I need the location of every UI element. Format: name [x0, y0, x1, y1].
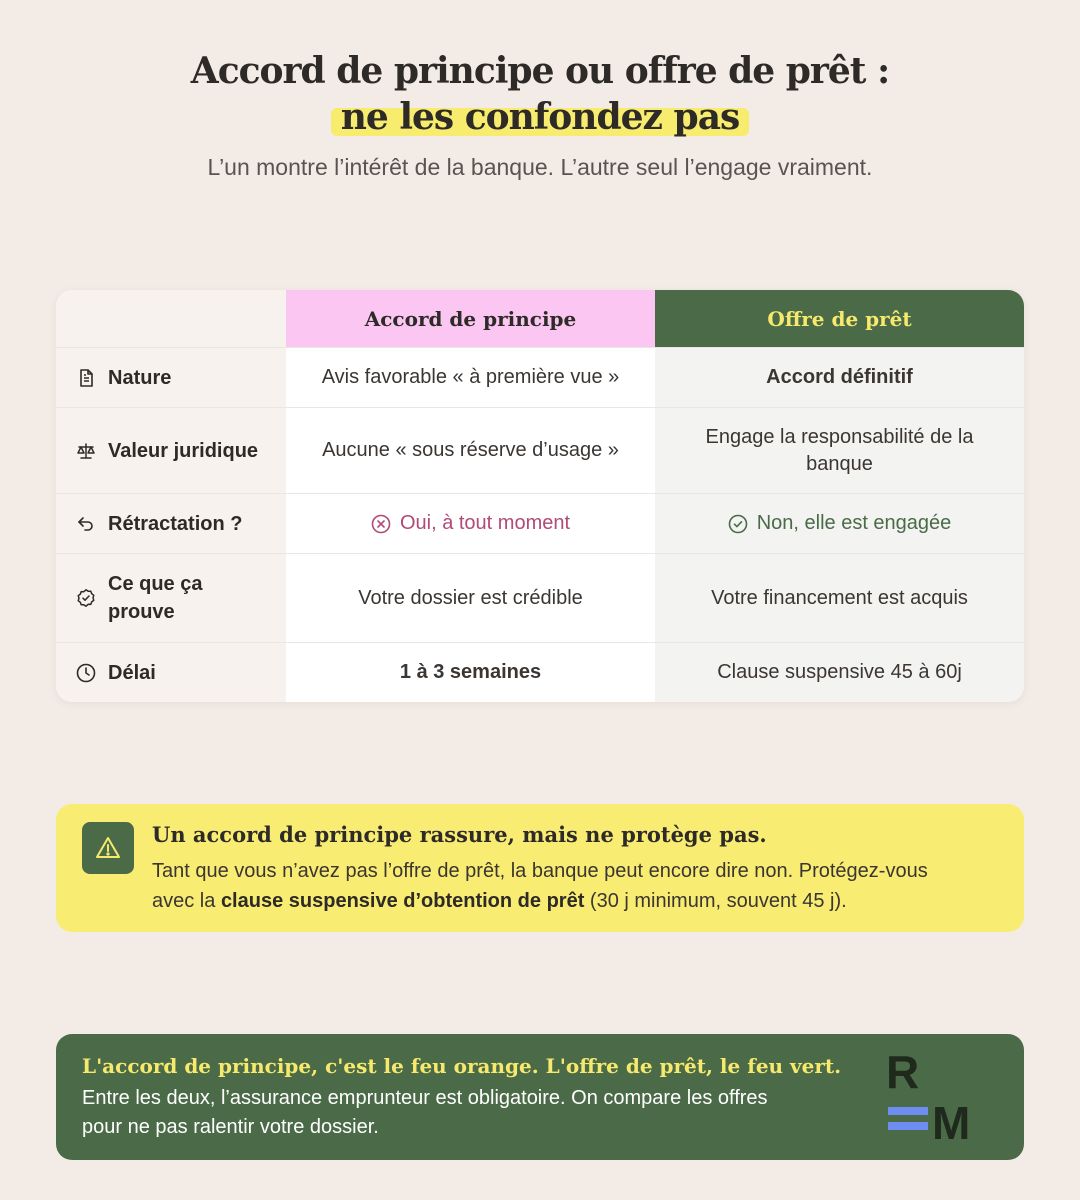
- clock-icon: [76, 663, 96, 683]
- undo-arrow-icon: [76, 514, 96, 534]
- footer-callout: [56, 1034, 1024, 1160]
- document-icon: [76, 368, 96, 388]
- x-circle-icon: [371, 514, 391, 534]
- footer-text: Entre les deux, l’assurance emprunteur est obligatoire. On compare les offres pour ne pas ralentir votre dossier.: [82, 1087, 768, 1138]
- title-block: [0, 50, 1080, 142]
- cell-offre: Clause suspensive 45 à 60j: [717, 661, 962, 683]
- warning-callout: [56, 804, 1024, 932]
- scale-icon: [76, 441, 96, 461]
- cell-accord: 1 à 3 semaines: [399, 661, 542, 683]
- row-label: Valeur juridique: [56, 408, 286, 493]
- table-row-retractation: [56, 493, 1024, 553]
- verified-badge-icon: [76, 588, 96, 608]
- cell-offre: Votre financement est acquis: [711, 586, 968, 609]
- row-label: Nature: [56, 348, 286, 407]
- table-row-ce-que-ca-prouve: [56, 553, 1024, 642]
- cell-offre: Engage la responsabilité de la banque: [705, 425, 974, 475]
- brand-logo: [886, 1050, 980, 1142]
- warning-text: Tant que vous n’avez pas l’offre de prêt, la banque peut encore dire non. Protégez-vous avec la clause suspensive d’obtention de prêt (30 j minimum, souvent 45 j).: [152, 860, 928, 912]
- row-label: Délai: [56, 643, 286, 702]
- page-title-highlight: ne les confondez pas: [331, 96, 750, 138]
- warning-title: Un accord de principe rassure, mais ne protège pas.: [152, 822, 767, 847]
- check-circle-icon: [728, 514, 748, 534]
- table-row-nature: [56, 347, 1024, 407]
- logo-letter-r: R: [886, 1050, 920, 1098]
- cell-accord: Votre dossier est crédible: [358, 586, 583, 609]
- cell-accord: Avis favorable « à première vue »: [321, 366, 620, 388]
- comparison-table: [56, 290, 1024, 702]
- table-row-delai: [56, 642, 1024, 702]
- cell-offre: Accord définitif: [766, 366, 913, 388]
- warning-triangle-icon: [82, 822, 134, 874]
- column-header-accord: Accord de principe: [286, 290, 655, 347]
- page-title: Accord de principe ou offre de prêt :: [190, 50, 890, 92]
- row-label: Rétractation ?: [56, 494, 286, 553]
- cell-accord: Oui, à tout moment: [286, 494, 655, 553]
- page-subtitle: L’un montre l’intérêt de la banque. L’autre seul l’engage vraiment.: [207, 154, 873, 180]
- logo-letter-m: M: [932, 1097, 971, 1142]
- footer-title: L'accord de principe, c'est le feu orange. L'offre de prêt, le feu vert.: [82, 1054, 842, 1078]
- column-header-offre: Offre de prêt: [655, 290, 1024, 347]
- row-label: Ce que ça prouve: [56, 554, 286, 642]
- cell-accord: Aucune « sous réserve d’usage »: [322, 439, 619, 461]
- cell-offre: Non, elle est engagée: [655, 494, 1024, 553]
- table-row-valeur-juridique: [56, 407, 1024, 493]
